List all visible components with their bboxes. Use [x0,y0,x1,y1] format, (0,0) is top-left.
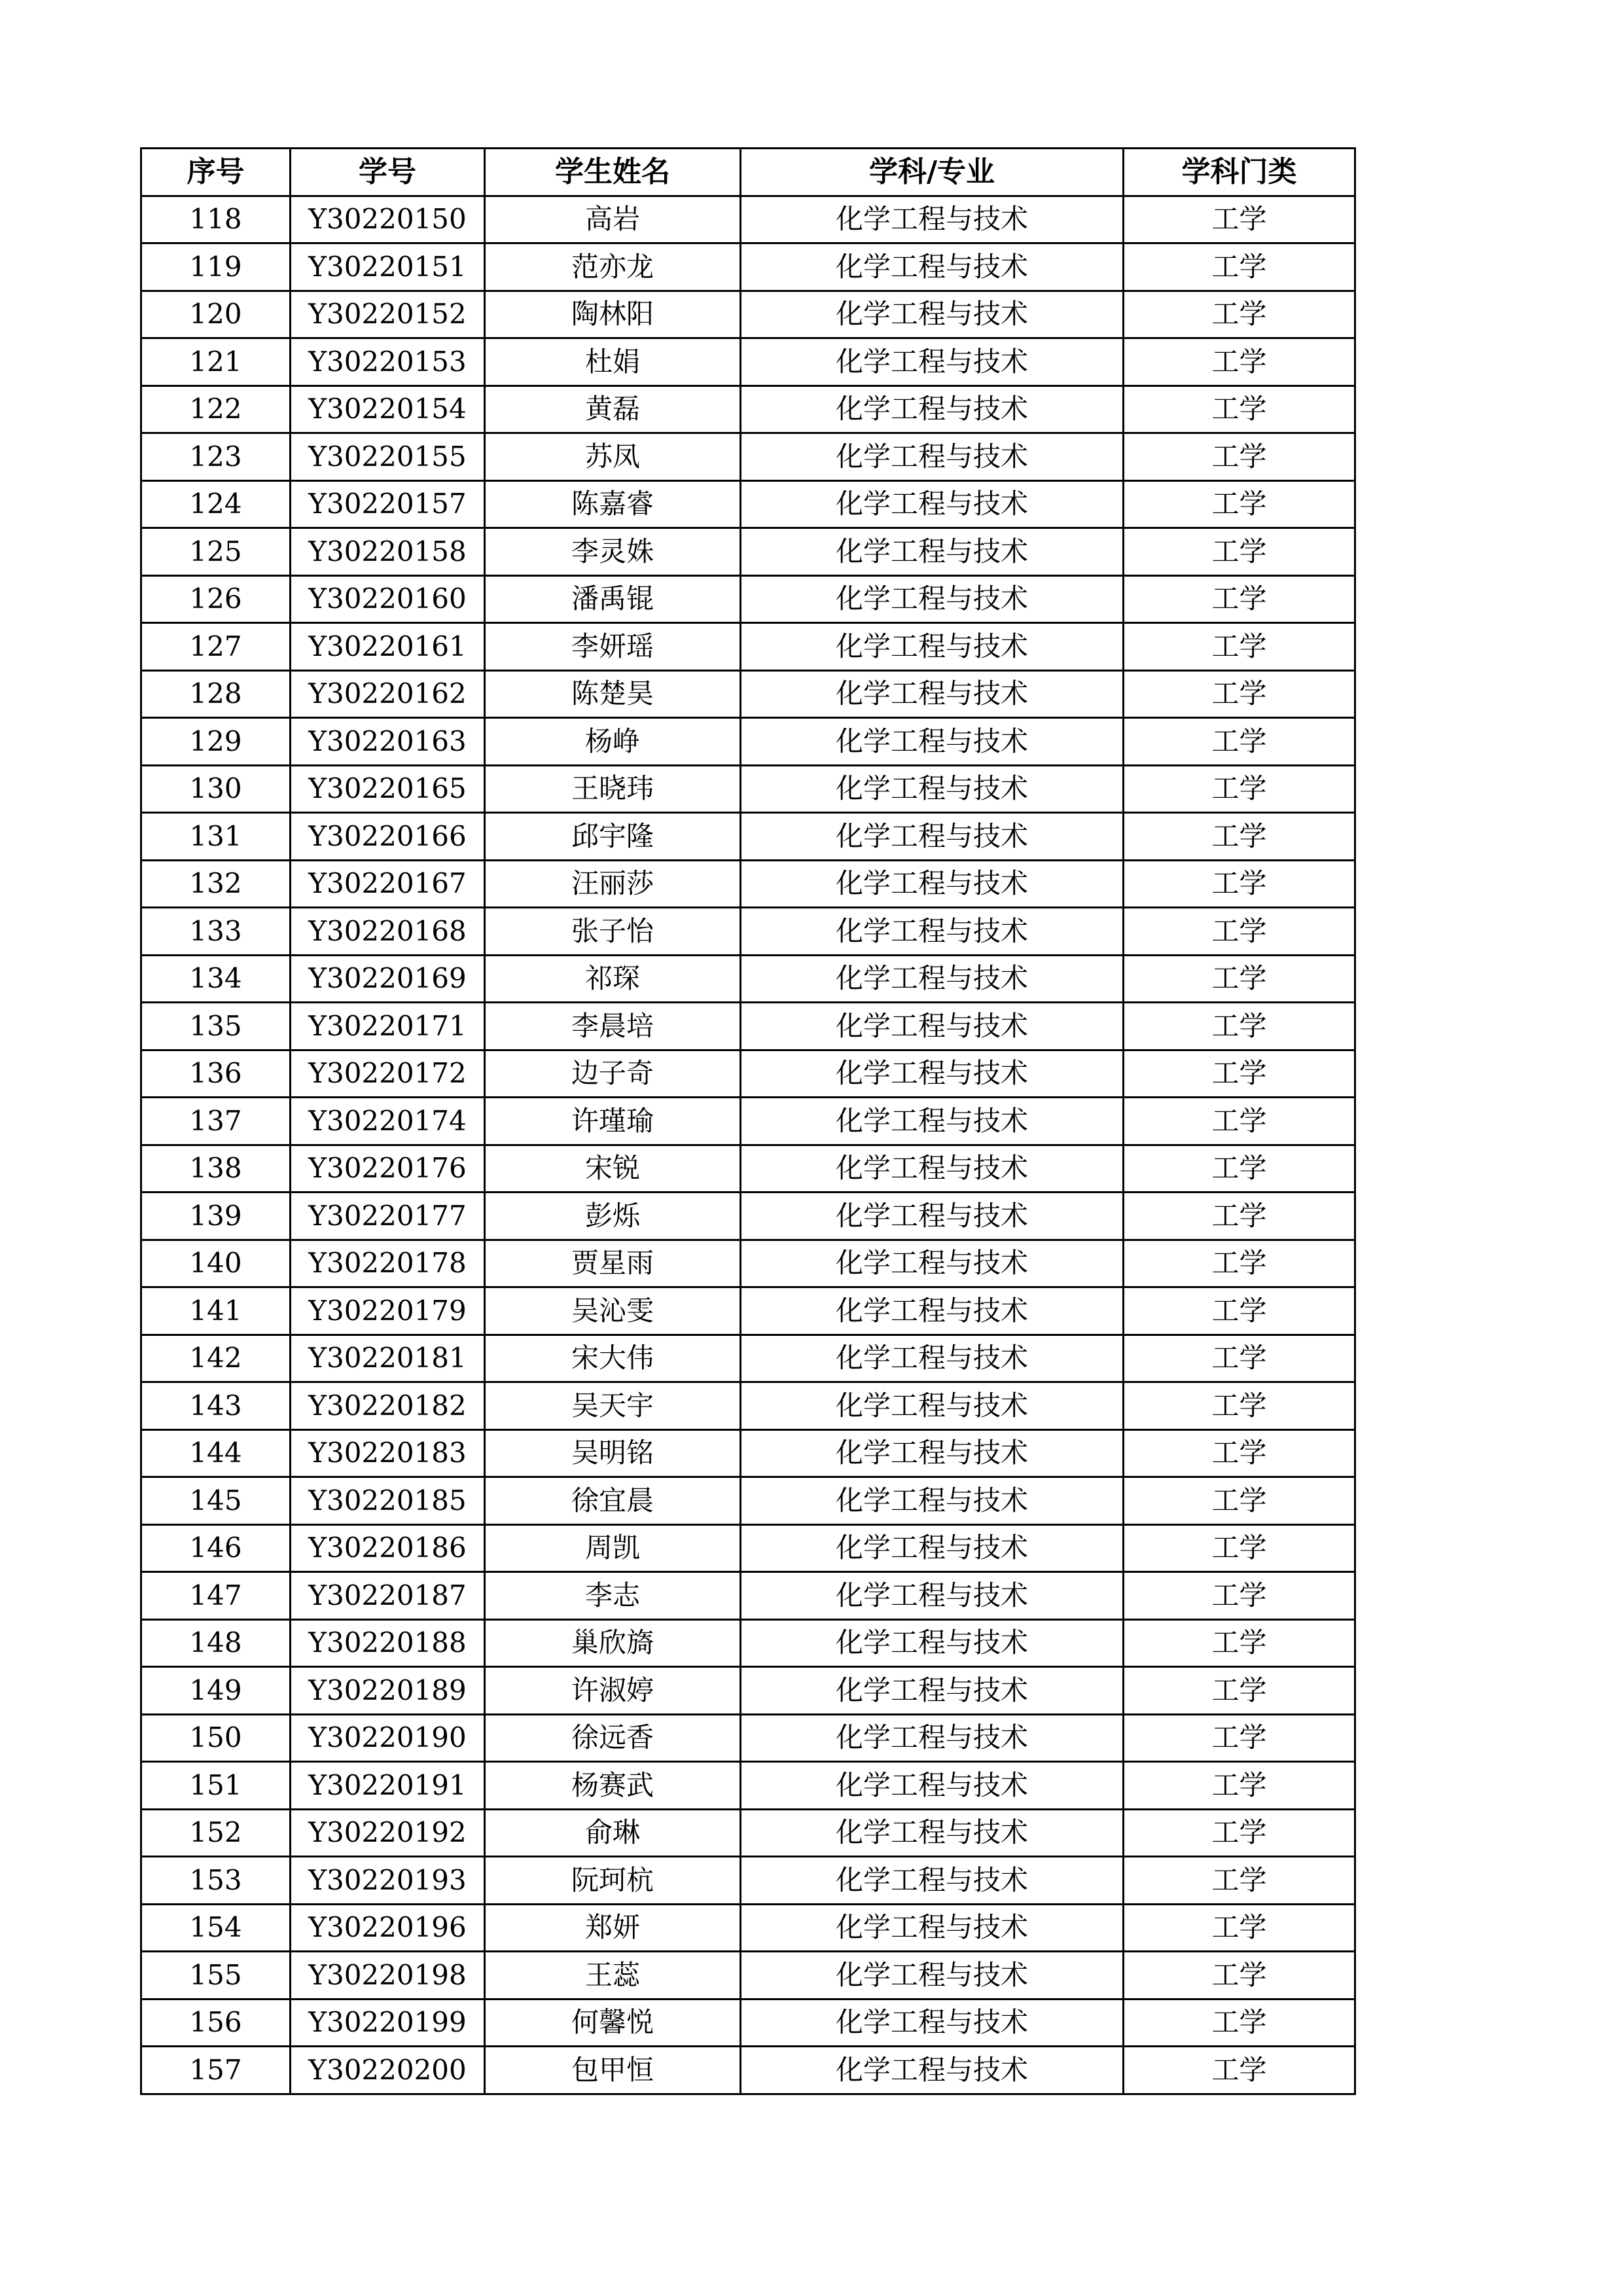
cell-discipline-major: 化学工程与技术 [741,1572,1124,1620]
cell-serial-number: 141 [141,1287,291,1335]
cell-student-name: 陶林阳 [485,291,741,338]
cell-discipline-major: 化学工程与技术 [741,718,1124,766]
cell-student-id: Y30220198 [291,1952,485,2000]
cell-student-name: 宋大伟 [485,1335,741,1382]
cell-discipline-category: 工学 [1124,718,1355,766]
cell-discipline-major: 化学工程与技术 [741,575,1124,623]
cell-discipline-major: 化学工程与技术 [741,2047,1124,2094]
cell-student-id: Y30220155 [291,433,485,481]
cell-student-name: 张子怡 [485,908,741,956]
table-row [141,1809,1355,1857]
cell-student-id: Y30220171 [291,1003,485,1050]
cell-student-id: Y30220199 [291,1999,485,2047]
table-row [141,1857,1355,1905]
cell-student-id: Y30220183 [291,1429,485,1477]
cell-discipline-major: 化学工程与技术 [741,1287,1124,1335]
cell-student-name: 王蕊 [485,1952,741,2000]
cell-discipline-category: 工学 [1124,1240,1355,1287]
cell-serial-number: 120 [141,291,291,338]
cell-student-name: 郑妍 [485,1904,741,1952]
table-row [141,1003,1355,1050]
cell-discipline-major: 化学工程与技术 [741,433,1124,481]
table-row [141,1382,1355,1430]
cell-student-id: Y30220192 [291,1809,485,1857]
cell-discipline-major: 化学工程与技术 [741,1762,1124,1810]
cell-student-id: Y30220153 [291,338,485,386]
cell-student-id: Y30220154 [291,386,485,433]
cell-discipline-category: 工学 [1124,860,1355,908]
table-row [141,386,1355,433]
cell-student-name: 汪丽莎 [485,860,741,908]
cell-discipline-major: 化学工程与技术 [741,813,1124,861]
table-row [141,623,1355,671]
cell-discipline-major: 化学工程与技术 [741,765,1124,813]
header-discipline-major: 学科/专业 [741,149,1124,196]
cell-student-name: 徐远香 [485,1714,741,1762]
cell-student-id: Y30220181 [291,1335,485,1382]
table-row [141,1335,1355,1382]
cell-student-name: 黄磊 [485,386,741,433]
cell-student-name: 潘禹锟 [485,575,741,623]
table-row [141,1904,1355,1952]
cell-student-id: Y30220174 [291,1098,485,1145]
cell-discipline-major: 化学工程与技术 [741,955,1124,1003]
cell-student-name: 陈嘉睿 [485,480,741,528]
cell-serial-number: 133 [141,908,291,956]
cell-serial-number: 151 [141,1762,291,1810]
cell-discipline-category: 工学 [1124,575,1355,623]
cell-serial-number: 150 [141,1714,291,1762]
cell-student-id: Y30220190 [291,1714,485,1762]
cell-student-id: Y30220166 [291,813,485,861]
cell-serial-number: 153 [141,1857,291,1905]
cell-discipline-category: 工学 [1124,1477,1355,1525]
cell-discipline-major: 化学工程与技术 [741,386,1124,433]
cell-serial-number: 143 [141,1382,291,1430]
cell-student-name: 高岩 [485,196,741,243]
cell-discipline-major: 化学工程与技术 [741,1952,1124,2000]
cell-discipline-major: 化学工程与技术 [741,860,1124,908]
cell-student-name: 李志 [485,1572,741,1620]
cell-student-id: Y30220163 [291,718,485,766]
cell-serial-number: 123 [141,433,291,481]
cell-student-name: 彭烁 [485,1193,741,1240]
cell-discipline-category: 工学 [1124,670,1355,718]
table-row [141,765,1355,813]
cell-student-id: Y30220161 [291,623,485,671]
cell-serial-number: 136 [141,1050,291,1098]
table-row [141,1999,1355,2047]
cell-discipline-major: 化学工程与技术 [741,1857,1124,1905]
cell-discipline-category: 工学 [1124,1193,1355,1240]
cell-student-name: 俞琳 [485,1809,741,1857]
table-row [141,243,1355,291]
cell-student-id: Y30220160 [291,575,485,623]
cell-discipline-category: 工学 [1124,528,1355,576]
cell-discipline-category: 工学 [1124,480,1355,528]
header-discipline-category: 学科门类 [1124,149,1355,196]
table-row [141,908,1355,956]
cell-discipline-major: 化学工程与技术 [741,528,1124,576]
cell-discipline-category: 工学 [1124,1287,1355,1335]
cell-student-id: Y30220169 [291,955,485,1003]
cell-discipline-major: 化学工程与技术 [741,243,1124,291]
cell-student-name: 陈楚昊 [485,670,741,718]
cell-student-name: 吴明铭 [485,1429,741,1477]
cell-serial-number: 118 [141,196,291,243]
cell-student-name: 苏凤 [485,433,741,481]
cell-student-id: Y30220178 [291,1240,485,1287]
cell-student-name: 吴沁雯 [485,1287,741,1335]
cell-serial-number: 147 [141,1572,291,1620]
table-row [141,1193,1355,1240]
cell-discipline-category: 工学 [1124,1762,1355,1810]
cell-serial-number: 139 [141,1193,291,1240]
cell-student-name: 李灵姝 [485,528,741,576]
cell-student-name: 杨赛武 [485,1762,741,1810]
cell-discipline-major: 化学工程与技术 [741,1193,1124,1240]
cell-serial-number: 137 [141,1098,291,1145]
cell-serial-number: 124 [141,480,291,528]
cell-discipline-category: 工学 [1124,1382,1355,1430]
cell-student-name: 许淑婷 [485,1667,741,1715]
cell-student-id: Y30220188 [291,1619,485,1667]
header-student-id: 学号 [291,149,485,196]
cell-serial-number: 130 [141,765,291,813]
cell-discipline-major: 化学工程与技术 [741,1429,1124,1477]
cell-serial-number: 119 [141,243,291,291]
cell-student-name: 巢欣旖 [485,1619,741,1667]
cell-student-id: Y30220172 [291,1050,485,1098]
cell-student-id: Y30220179 [291,1287,485,1335]
cell-discipline-category: 工学 [1124,1667,1355,1715]
table-row [141,1477,1355,1525]
cell-serial-number: 138 [141,1145,291,1193]
cell-discipline-major: 化学工程与技术 [741,480,1124,528]
cell-student-id: Y30220158 [291,528,485,576]
cell-discipline-category: 工学 [1124,813,1355,861]
cell-student-name: 包甲恒 [485,2047,741,2094]
cell-discipline-major: 化学工程与技术 [741,1145,1124,1193]
cell-discipline-major: 化学工程与技术 [741,1667,1124,1715]
cell-serial-number: 131 [141,813,291,861]
cell-discipline-category: 工学 [1124,243,1355,291]
cell-discipline-major: 化学工程与技术 [741,1524,1124,1572]
cell-student-id: Y30220186 [291,1524,485,1572]
cell-discipline-major: 化学工程与技术 [741,1003,1124,1050]
table-row [141,528,1355,576]
cell-student-id: Y30220151 [291,243,485,291]
cell-student-name: 杜娟 [485,338,741,386]
cell-student-id: Y30220191 [291,1762,485,1810]
cell-discipline-major: 化学工程与技术 [741,670,1124,718]
cell-serial-number: 132 [141,860,291,908]
cell-serial-number: 144 [141,1429,291,1477]
cell-discipline-major: 化学工程与技术 [741,1714,1124,1762]
cell-student-id: Y30220189 [291,1667,485,1715]
cell-discipline-category: 工学 [1124,1335,1355,1382]
cell-student-id: Y30220185 [291,1477,485,1525]
cell-student-name: 李妍瑶 [485,623,741,671]
header-student-name: 学生姓名 [485,149,741,196]
student-roster-table [140,147,1356,2095]
cell-student-name: 徐宜晨 [485,1477,741,1525]
cell-discipline-category: 工学 [1124,1524,1355,1572]
table-row [141,955,1355,1003]
cell-student-id: Y30220152 [291,291,485,338]
cell-discipline-major: 化学工程与技术 [741,291,1124,338]
table-row [141,338,1355,386]
table-row [141,1524,1355,1572]
table-row [141,670,1355,718]
cell-discipline-major: 化学工程与技术 [741,1098,1124,1145]
cell-discipline-major: 化学工程与技术 [741,908,1124,956]
table-row [141,291,1355,338]
cell-discipline-major: 化学工程与技术 [741,1904,1124,1952]
table-row [141,1050,1355,1098]
cell-discipline-category: 工学 [1124,1050,1355,1098]
table-row [141,1572,1355,1620]
cell-discipline-major: 化学工程与技术 [741,1382,1124,1430]
cell-student-name: 李晨培 [485,1003,741,1050]
cell-serial-number: 156 [141,1999,291,2047]
cell-discipline-category: 工学 [1124,196,1355,243]
cell-discipline-major: 化学工程与技术 [741,1999,1124,2047]
table-row [141,1714,1355,1762]
cell-discipline-category: 工学 [1124,291,1355,338]
cell-serial-number: 154 [141,1904,291,1952]
table-row [141,1619,1355,1667]
cell-student-name: 杨峥 [485,718,741,766]
table-row [141,2047,1355,2094]
cell-discipline-category: 工学 [1124,765,1355,813]
cell-student-id: Y30220200 [291,2047,485,2094]
cell-discipline-category: 工学 [1124,1857,1355,1905]
cell-student-id: Y30220157 [291,480,485,528]
cell-discipline-category: 工学 [1124,1003,1355,1050]
cell-serial-number: 157 [141,2047,291,2094]
cell-serial-number: 125 [141,528,291,576]
cell-student-id: Y30220196 [291,1904,485,1952]
header-serial-number: 序号 [141,149,291,196]
cell-discipline-category: 工学 [1124,386,1355,433]
cell-discipline-major: 化学工程与技术 [741,1335,1124,1382]
cell-discipline-category: 工学 [1124,1098,1355,1145]
table-row [141,860,1355,908]
cell-discipline-major: 化学工程与技术 [741,1240,1124,1287]
cell-discipline-category: 工学 [1124,1809,1355,1857]
cell-student-name: 边子奇 [485,1050,741,1098]
cell-serial-number: 148 [141,1619,291,1667]
cell-discipline-category: 工学 [1124,1145,1355,1193]
cell-discipline-category: 工学 [1124,1429,1355,1477]
cell-discipline-category: 工学 [1124,433,1355,481]
cell-serial-number: 152 [141,1809,291,1857]
cell-serial-number: 149 [141,1667,291,1715]
table-row [141,1429,1355,1477]
cell-student-name: 何馨悦 [485,1999,741,2047]
cell-student-id: Y30220182 [291,1382,485,1430]
cell-serial-number: 127 [141,623,291,671]
cell-serial-number: 142 [141,1335,291,1382]
cell-serial-number: 135 [141,1003,291,1050]
cell-student-name: 王晓玮 [485,765,741,813]
cell-discipline-category: 工学 [1124,1952,1355,2000]
cell-student-id: Y30220150 [291,196,485,243]
cell-discipline-category: 工学 [1124,1572,1355,1620]
cell-serial-number: 129 [141,718,291,766]
table-row [141,575,1355,623]
table-row [141,480,1355,528]
cell-student-name: 范亦龙 [485,243,741,291]
cell-discipline-major: 化学工程与技术 [741,196,1124,243]
table-header-row [141,149,1355,196]
cell-serial-number: 134 [141,955,291,1003]
cell-serial-number: 128 [141,670,291,718]
cell-student-id: Y30220177 [291,1193,485,1240]
cell-student-name: 宋锐 [485,1145,741,1193]
cell-serial-number: 145 [141,1477,291,1525]
cell-discipline-category: 工学 [1124,955,1355,1003]
cell-discipline-category: 工学 [1124,1714,1355,1762]
cell-student-id: Y30220193 [291,1857,485,1905]
cell-student-id: Y30220167 [291,860,485,908]
cell-student-name: 贾星雨 [485,1240,741,1287]
cell-student-name: 许瑾瑜 [485,1098,741,1145]
cell-student-id: Y30220176 [291,1145,485,1193]
table-row [141,1762,1355,1810]
cell-student-name: 周凯 [485,1524,741,1572]
table-body [141,196,1355,2094]
cell-student-id: Y30220187 [291,1572,485,1620]
table-row [141,718,1355,766]
cell-discipline-major: 化学工程与技术 [741,623,1124,671]
cell-discipline-category: 工学 [1124,1904,1355,1952]
cell-student-name: 邱宇隆 [485,813,741,861]
cell-discipline-major: 化学工程与技术 [741,1619,1124,1667]
cell-serial-number: 121 [141,338,291,386]
cell-discipline-major: 化学工程与技术 [741,1477,1124,1525]
cell-student-id: Y30220165 [291,765,485,813]
table-row [141,813,1355,861]
cell-discipline-category: 工学 [1124,1999,1355,2047]
table-row [141,1098,1355,1145]
cell-serial-number: 140 [141,1240,291,1287]
cell-serial-number: 122 [141,386,291,433]
cell-discipline-category: 工学 [1124,1619,1355,1667]
table-row [141,1952,1355,2000]
table-row [141,1287,1355,1335]
cell-discipline-major: 化学工程与技术 [741,1809,1124,1857]
table-row [141,1667,1355,1715]
cell-discipline-major: 化学工程与技术 [741,338,1124,386]
table-row [141,1145,1355,1193]
table-row [141,433,1355,481]
table-row [141,1240,1355,1287]
cell-discipline-category: 工学 [1124,623,1355,671]
cell-serial-number: 126 [141,575,291,623]
cell-student-id: Y30220168 [291,908,485,956]
cell-discipline-major: 化学工程与技术 [741,1050,1124,1098]
table-row [141,196,1355,243]
cell-student-name: 吴天宇 [485,1382,741,1430]
cell-student-name: 祁琛 [485,955,741,1003]
cell-student-name: 阮珂杭 [485,1857,741,1905]
cell-discipline-category: 工学 [1124,2047,1355,2094]
cell-discipline-category: 工学 [1124,908,1355,956]
cell-discipline-category: 工学 [1124,338,1355,386]
cell-student-id: Y30220162 [291,670,485,718]
cell-serial-number: 146 [141,1524,291,1572]
cell-serial-number: 155 [141,1952,291,2000]
